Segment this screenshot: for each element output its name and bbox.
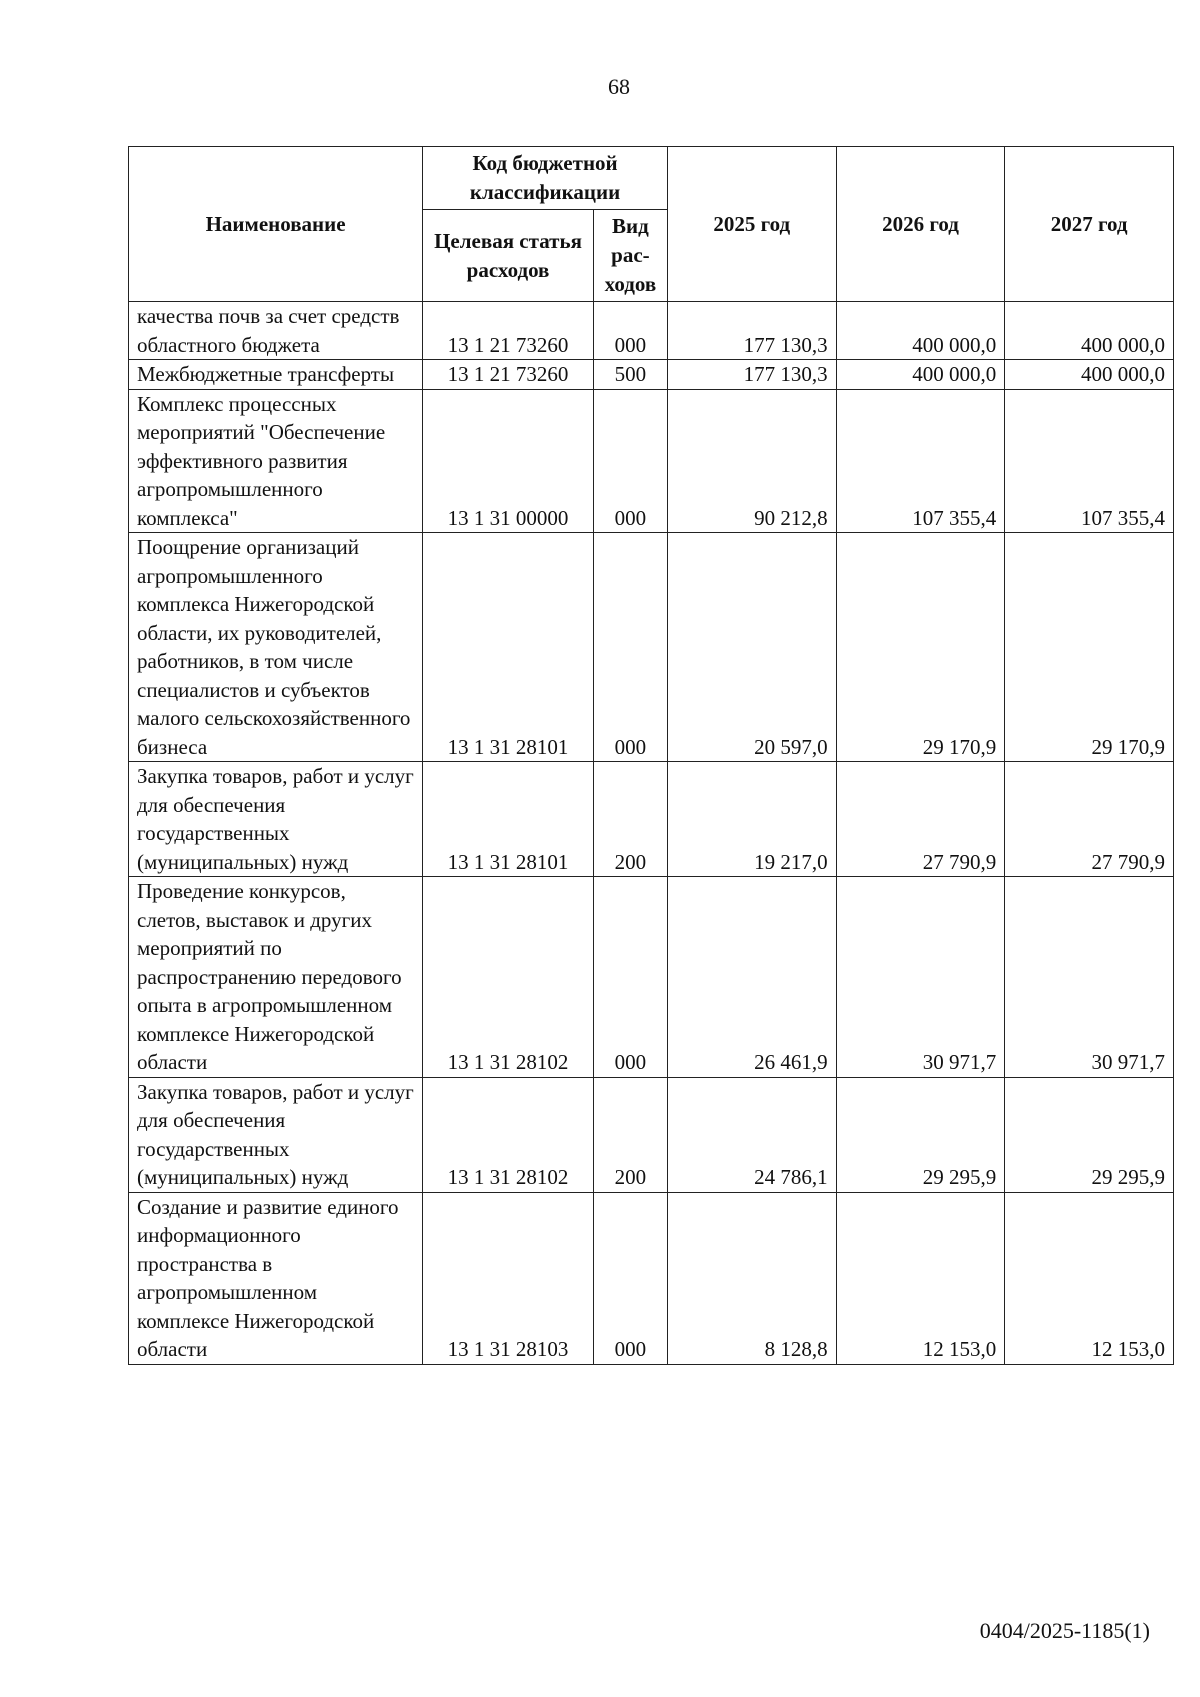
header-target-article: Целевая статья расходов (423, 210, 594, 302)
row-2025-value: 90 212,8 (667, 389, 836, 533)
row-2025-value: 177 130,3 (667, 302, 836, 360)
row-2027-value: 27 790,9 (1005, 762, 1174, 877)
row-name: Поощрение организаций агропромышленного комплекса Нижегородской области, их руководителей, работников, в том числе специалистов и субъектов малого сельскохозяйственного бизнеса (129, 533, 423, 762)
row-2027-value: 30 971,7 (1005, 877, 1174, 1078)
row-2027-value: 12 153,0 (1005, 1192, 1174, 1364)
table-row (129, 389, 1174, 533)
row-2026-value: 107 355,4 (836, 389, 1005, 533)
row-expense-kind: 000 (593, 302, 667, 360)
row-target-code: 13 1 31 28103 (423, 1192, 594, 1364)
table-row (129, 302, 1174, 360)
budget-table (128, 146, 1174, 1365)
row-2026-value: 400 000,0 (836, 360, 1005, 390)
row-2026-value: 27 790,9 (836, 762, 1005, 877)
row-2027-value: 400 000,0 (1005, 360, 1174, 390)
row-expense-kind: 000 (593, 1192, 667, 1364)
row-expense-kind: 200 (593, 762, 667, 877)
row-expense-kind: 000 (593, 877, 667, 1078)
header-2025: 2025 год (667, 147, 836, 302)
row-target-code: 13 1 31 28101 (423, 762, 594, 877)
row-target-code: 13 1 21 73260 (423, 302, 594, 360)
row-target-code: 13 1 31 28102 (423, 877, 594, 1078)
row-2026-value: 30 971,7 (836, 877, 1005, 1078)
row-2025-value: 26 461,9 (667, 877, 836, 1078)
row-target-code: 13 1 31 00000 (423, 389, 594, 533)
header-expense-kind: Вид рас- ходов (593, 210, 667, 302)
row-name: Проведение конкурсов, слетов, выставок и других мероприятий по распространению передового опыта в агропромышленном комплексе Нижегородской области (129, 877, 423, 1078)
row-name: качества почв за счет средств областного бюджета (129, 302, 423, 360)
header-2027: 2027 год (1005, 147, 1174, 302)
row-name: Межбюджетные трансферты (129, 360, 423, 390)
table-header (129, 147, 1174, 302)
row-2025-value: 24 786,1 (667, 1077, 836, 1192)
row-2025-value: 8 128,8 (667, 1192, 836, 1364)
row-name: Закупка товаров, работ и услуг для обеспечения государственных (муниципальных) нужд (129, 1077, 423, 1192)
row-expense-kind: 000 (593, 533, 667, 762)
table-row (129, 1192, 1174, 1364)
row-expense-kind: 200 (593, 1077, 667, 1192)
row-target-code: 13 1 31 28101 (423, 533, 594, 762)
row-2027-value: 29 170,9 (1005, 533, 1174, 762)
row-2027-value: 29 295,9 (1005, 1077, 1174, 1192)
table-row (129, 1077, 1174, 1192)
table-row (129, 533, 1174, 762)
header-budget-classification: Код бюджетной классификации (423, 147, 668, 210)
row-2025-value: 177 130,3 (667, 360, 836, 390)
row-2026-value: 29 295,9 (836, 1077, 1005, 1192)
table-row (129, 877, 1174, 1078)
page-number: 68 (608, 74, 630, 99)
row-2025-value: 20 597,0 (667, 533, 836, 762)
header-2026: 2026 год (836, 147, 1005, 302)
document-registration-number: 0404/2025-1185(1) (979, 1618, 1150, 1643)
row-2027-value: 400 000,0 (1005, 302, 1174, 360)
row-expense-kind: 000 (593, 389, 667, 533)
row-target-code: 13 1 21 73260 (423, 360, 594, 390)
row-2027-value: 107 355,4 (1005, 389, 1174, 533)
row-2026-value: 400 000,0 (836, 302, 1005, 360)
row-2026-value: 29 170,9 (836, 533, 1005, 762)
header-name: Наименование (129, 147, 423, 302)
row-name: Создание и развитие единого информационного пространства в агропромышленном комплексе Нижегородской области (129, 1192, 423, 1364)
row-2025-value: 19 217,0 (667, 762, 836, 877)
row-expense-kind: 500 (593, 360, 667, 390)
row-2026-value: 12 153,0 (836, 1192, 1005, 1364)
table-row (129, 360, 1174, 390)
table-row (129, 762, 1174, 877)
row-target-code: 13 1 31 28102 (423, 1077, 594, 1192)
row-name: Комплекс процессных мероприятий "Обеспечение эффективного развития агропромышленного комплекса" (129, 389, 423, 533)
row-name: Закупка товаров, работ и услуг для обеспечения государственных (муниципальных) нужд (129, 762, 423, 877)
